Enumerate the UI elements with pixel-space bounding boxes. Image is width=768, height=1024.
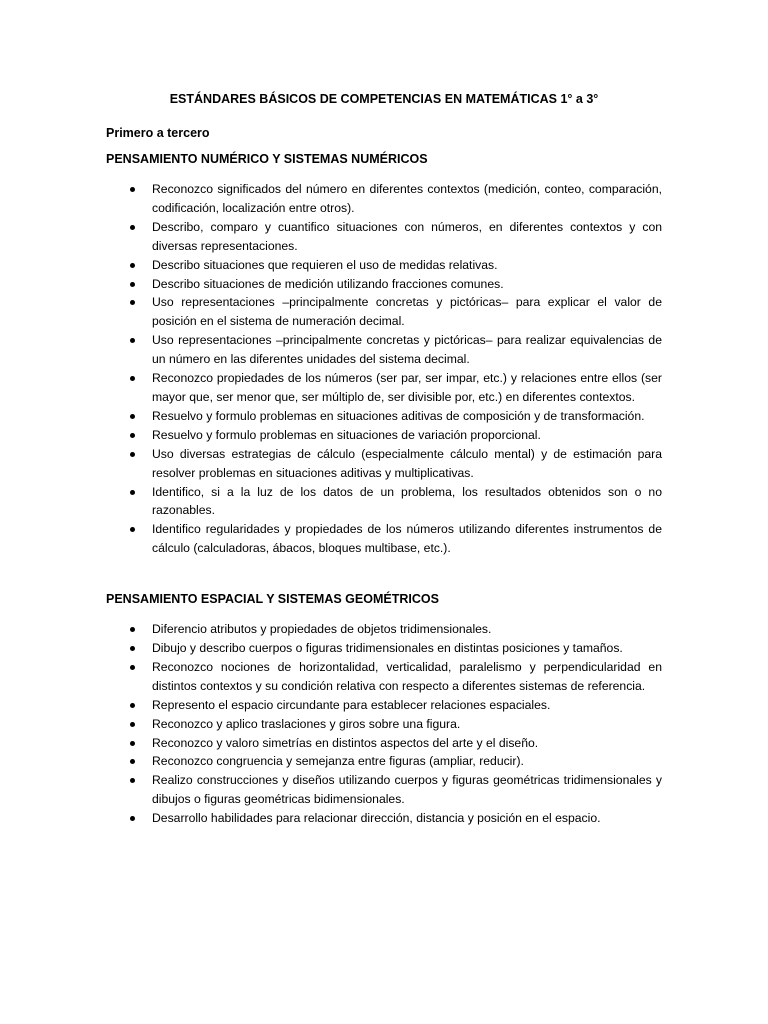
list-item-text: Reconozco significados del número en diferentes contextos (medición, conteo, comparación, codificación, localización entre otros). <box>152 182 662 215</box>
list-item <box>106 218 662 256</box>
list-item <box>106 426 662 445</box>
list-item-text: Describo situaciones que requieren el uso de medidas relativas. <box>152 257 498 272</box>
bullet-icon <box>130 665 135 670</box>
list-item-text: Uso diversas estrategias de cálculo (especialmente cálculo mental) y de estimación para resolver problemas en situaciones aditivas y multiplicativas. <box>152 446 662 480</box>
list-item-text: Reconozco congruencia y semejanza entre figuras (ampliar, reducir). <box>152 754 524 769</box>
bullet-icon <box>130 452 135 457</box>
list-item <box>106 369 662 407</box>
list-item <box>106 520 662 558</box>
section-heading-numerico: PENSAMIENTO NUMÉRICO Y SISTEMAS NUMÉRICOS <box>106 152 428 166</box>
bullet-icon <box>130 414 135 419</box>
bullet-icon <box>130 225 135 230</box>
bullet-icon <box>130 759 135 764</box>
list-item <box>106 620 662 639</box>
bullet-icon <box>130 646 135 651</box>
list-item <box>106 809 662 828</box>
list-item <box>106 180 662 218</box>
bullet-icon <box>130 527 135 532</box>
list-item <box>106 658 662 696</box>
list-item <box>106 639 662 658</box>
list-item-text: Identifico regularidades y propiedades de los números utilizando diferentes instrumentos de cálculo (calculadoras, ábacos, bloques multibase, etc.). <box>152 522 662 556</box>
list-item-text: Diferencio atributos y propiedades de objetos tridimensionales. <box>152 622 492 637</box>
bullet-icon <box>130 703 135 708</box>
list-item-text: Uso representaciones –principalmente concretas y pictóricas– para explicar el valor de posición en el sistema de numeración decimal. <box>152 295 662 329</box>
list-item-text: Describo, comparo y cuantifico situaciones con números, en diferentes contextos y con diversas representaciones. <box>152 219 662 253</box>
bullet-icon <box>130 338 135 343</box>
bullet-list-numerico <box>106 180 662 558</box>
list-item-text: Dibujo y describo cuerpos o figuras tridimensionales en distintas posiciones y tamaños. <box>152 641 623 656</box>
list-item-text: Describo situaciones de medición utilizando fracciones comunes. <box>152 276 504 291</box>
bullet-icon <box>130 741 135 746</box>
list-item-text: Reconozco y valoro simetrías en distintos aspectos del arte y el diseño. <box>152 735 539 750</box>
document-subtitle: Primero a tercero <box>106 126 210 140</box>
list-item <box>106 256 662 275</box>
list-item <box>106 275 662 294</box>
list-item-text: Represento el espacio circundante para establecer relaciones espaciales. <box>152 697 551 712</box>
list-item <box>106 293 662 331</box>
bullet-list-espacial <box>106 620 662 828</box>
list-item-text: Uso representaciones –principalmente concretas y pictóricas– para realizar equivalencias de un número en las diferentes unidades del sistema decimal. <box>152 333 662 367</box>
list-item <box>106 445 662 483</box>
bullet-icon <box>130 300 135 305</box>
list-item-text: Identifico, si a la luz de los datos de un problema, los resultados obtenidos son o no razonables. <box>152 484 662 518</box>
list-item <box>106 752 662 771</box>
section-heading-espacial: PENSAMIENTO ESPACIAL Y SISTEMAS GEOMÉTRICOS <box>106 592 439 607</box>
list-item <box>106 734 662 753</box>
list-item-text: Reconozco propiedades de los números (ser par, ser impar, etc.) y relaciones entre ellos (ser mayor que, ser menor que, ser múltiplo de, ser divisible por, etc.) en diferentes contextos. <box>152 371 662 404</box>
list-item <box>106 696 662 715</box>
document-title: ESTÁNDARES BÁSICOS DE COMPETENCIAS EN MATEMÁTICAS 1° a 3° <box>169 92 599 106</box>
bullet-icon <box>130 490 135 495</box>
list-item-text: Reconozco y aplico traslaciones y giros sobre una figura. <box>152 716 461 731</box>
list-item-text: Resuelvo y formulo problemas en situaciones de variación proporcional. <box>152 427 541 442</box>
bullet-icon <box>130 627 135 632</box>
bullet-icon <box>130 816 135 821</box>
bullet-icon <box>130 433 135 438</box>
bullet-icon <box>130 376 135 381</box>
list-item-text: Realizo construcciones y diseños utilizando cuerpos y figuras geométricas tridimensionales y dibujos o figuras geométricas bidimensionales. <box>152 773 662 807</box>
list-item <box>106 483 662 521</box>
list-item-text: Desarrollo habilidades para relacionar dirección, distancia y posición en el espacio. <box>152 811 601 826</box>
bullet-icon <box>130 263 135 268</box>
bullet-icon <box>130 722 135 727</box>
bullet-icon <box>130 778 135 783</box>
list-item-text: Resuelvo y formulo problemas en situaciones aditivas de composición y de transformación. <box>152 408 645 423</box>
list-item-text: Reconozco nociones de horizontalidad, verticalidad, paralelismo y perpendicularidad en distintos contextos y su condición relativa con respecto a diferentes sistemas de referencia. <box>152 659 662 693</box>
list-item <box>106 331 662 369</box>
list-item <box>106 715 662 734</box>
bullet-icon <box>130 282 135 287</box>
list-item <box>106 407 662 426</box>
list-item <box>106 771 662 809</box>
bullet-icon <box>130 187 135 192</box>
